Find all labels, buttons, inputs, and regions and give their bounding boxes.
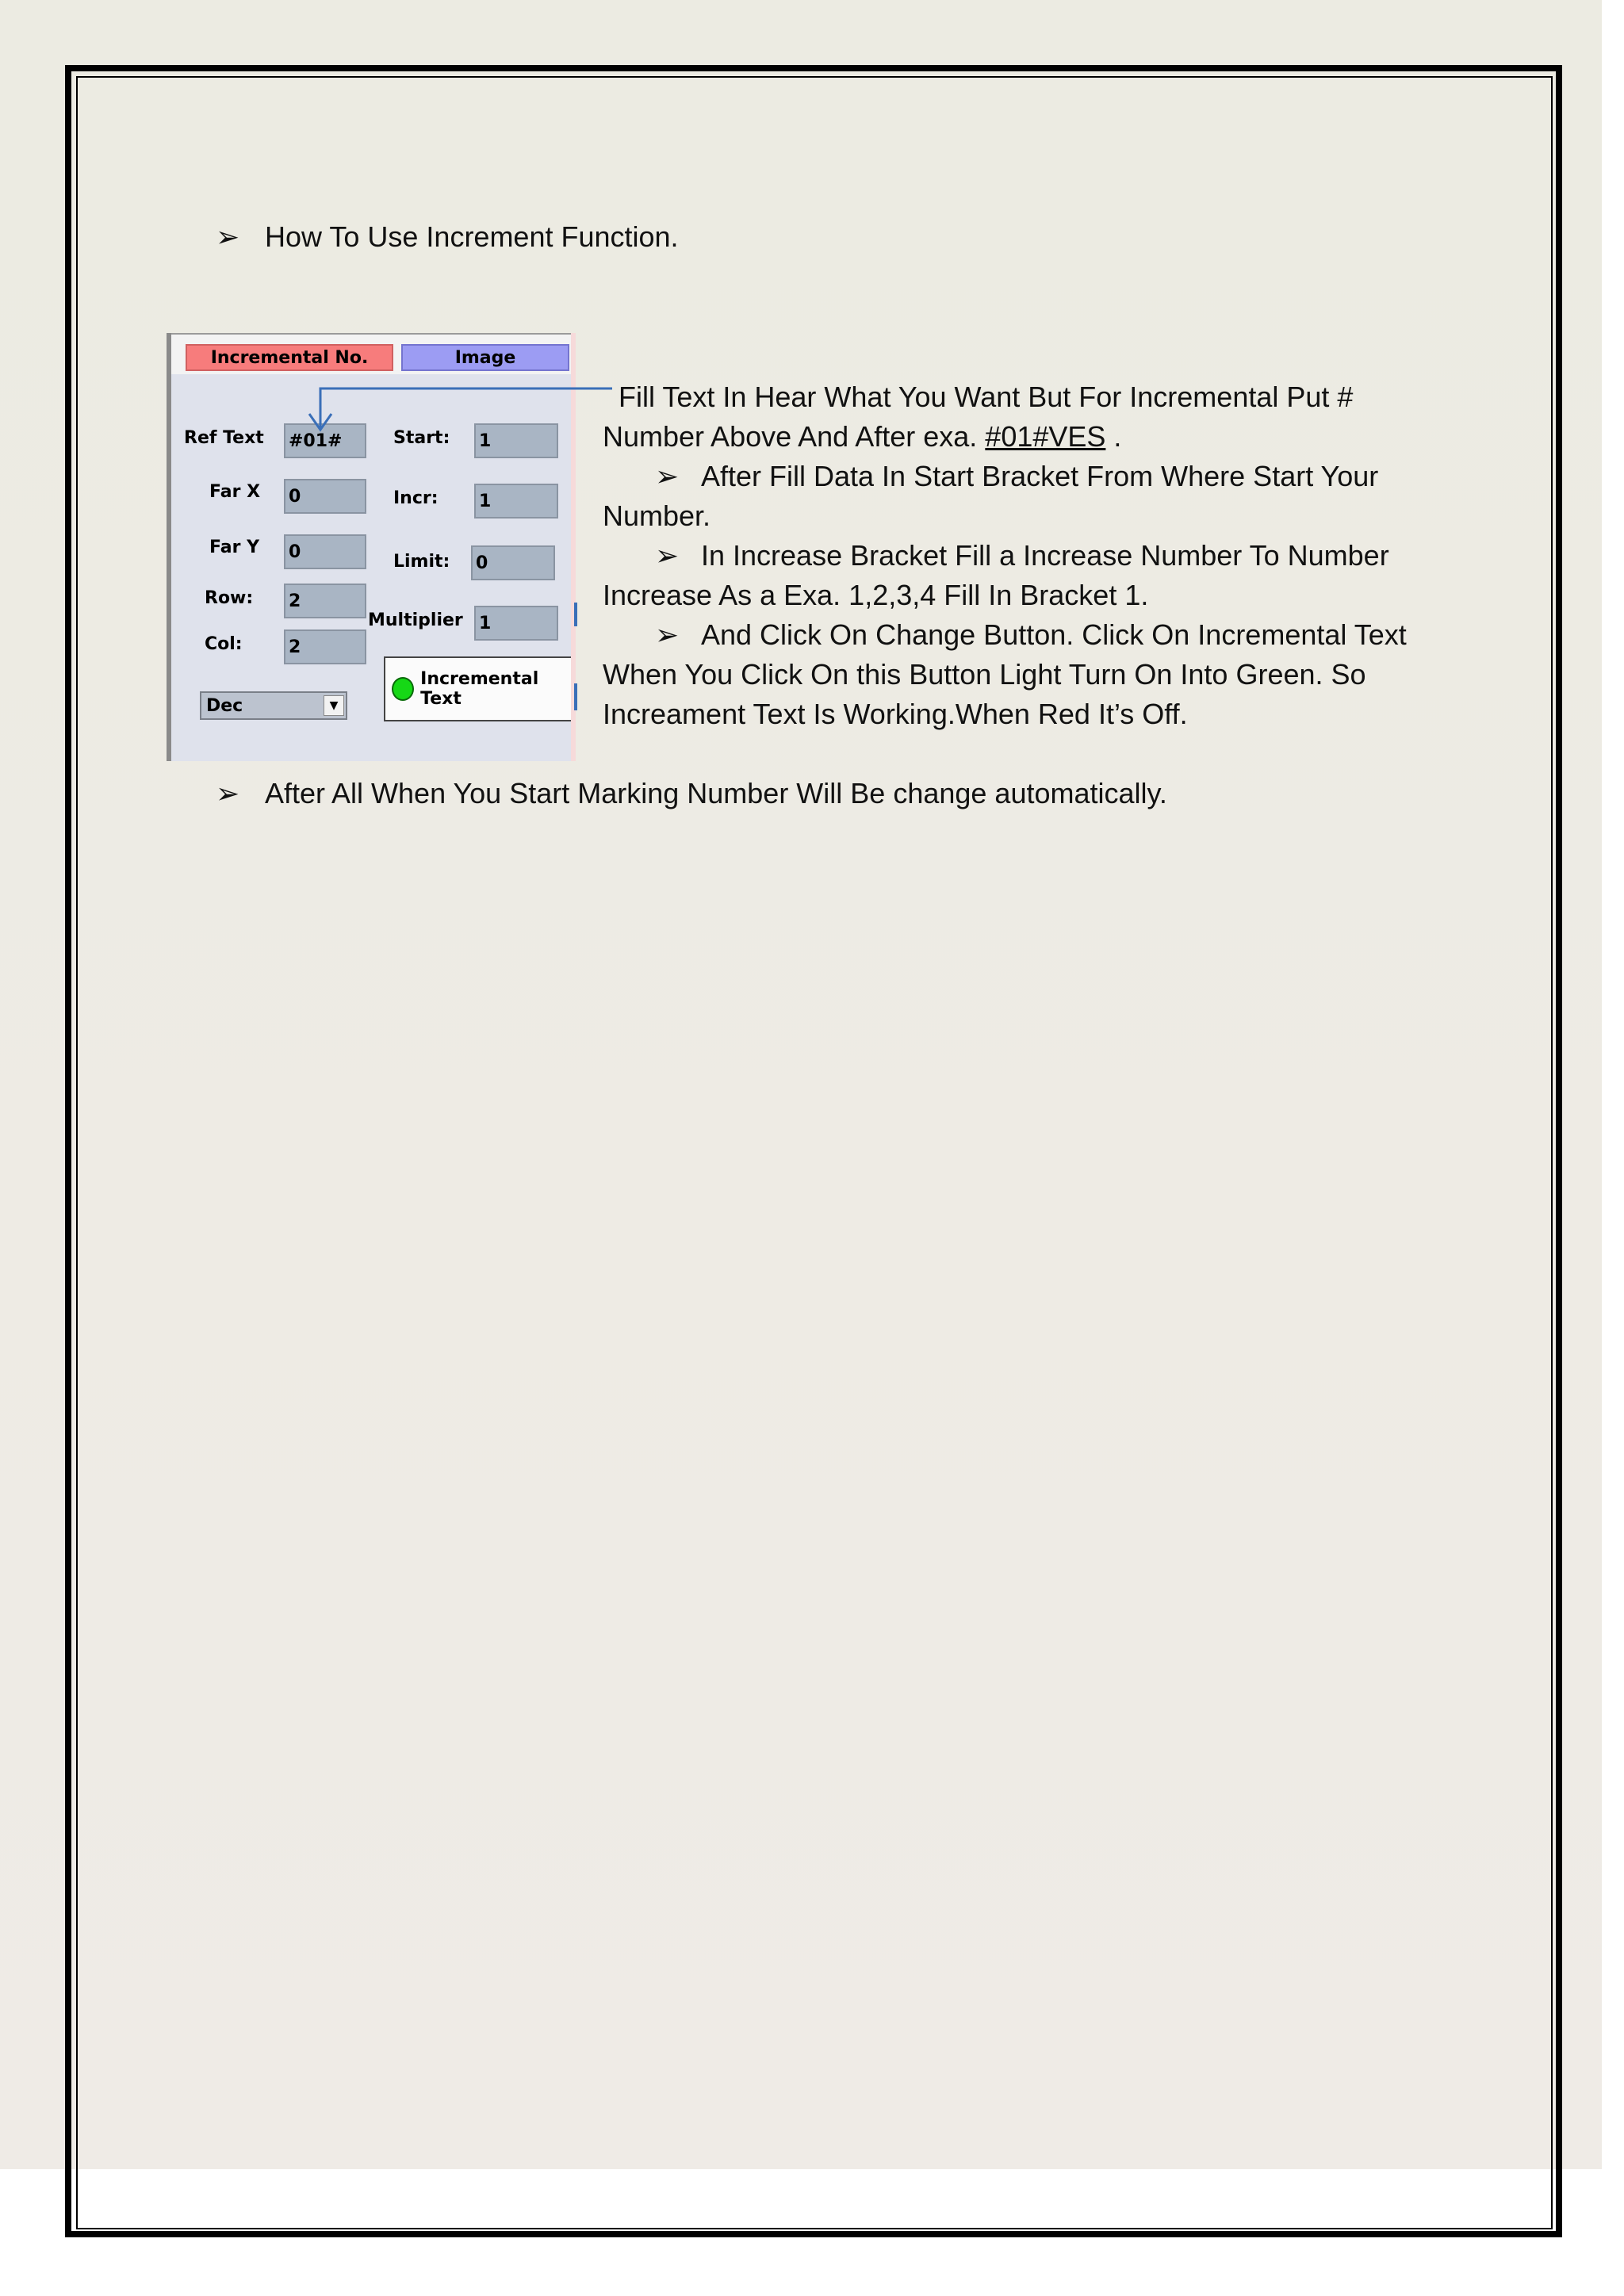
multiplier-label: Multiplier [368, 610, 463, 630]
instruction-line-2-text: Number Above And After exa. [603, 420, 986, 453]
far-x-input[interactable]: 0 [284, 479, 366, 514]
instruction-line-2 [603, 417, 1121, 457]
incremental-text-button-label: Incremental Text [420, 669, 539, 709]
limit-label: Limit: [393, 552, 450, 572]
example-link[interactable]: #01#VES [985, 420, 1106, 453]
footer-bullet-text: After All When You Start Marking Number Will Be change automatically. [265, 777, 1167, 809]
instruction-item-1 [655, 457, 1378, 496]
start-label: Start: [393, 428, 450, 448]
far-x-label: Far X [209, 482, 261, 502]
ref-text-input[interactable]: #01# [284, 423, 366, 458]
item-2-line-1: In Increase Bracket Fill a Increase Number To Number [701, 539, 1389, 572]
instruction-line-1: Fill Text In Hear What You Want But For Incremental Put # [619, 381, 1354, 413]
item-1-line-1: After Fill Data In Start Bracket From Where Start Your [701, 460, 1379, 492]
arrow-bullet-icon: ➢ [655, 618, 680, 651]
item-3-line-1: And Click On Change Button. Click On Incremental Text [701, 618, 1407, 651]
arrow-bullet-icon: ➢ [655, 460, 680, 492]
item-3-line-2: When You Click On this Button Light Turn On Into Green. So [603, 658, 1366, 691]
row-label: Row: [205, 588, 254, 608]
start-input[interactable]: 1 [474, 423, 558, 458]
item-2-line-2: Increase As a Exa. 1,2,3,4 Fill In Bracket 1. [603, 579, 1149, 611]
footer-bullet [216, 774, 1167, 813]
instruction-item-3 [655, 615, 1407, 655]
incr-input[interactable]: 1 [474, 484, 558, 519]
chevron-down-icon[interactable]: ▼ [324, 695, 344, 716]
arrow-bullet-icon: ➢ [655, 539, 680, 572]
instruction-item-2 [655, 536, 1389, 576]
number-format-value: Dec [206, 695, 243, 716]
ref-text-label: Ref Text [184, 428, 264, 448]
col-label: Col: [205, 634, 243, 654]
col-input[interactable]: 2 [284, 629, 366, 664]
incr-label: Incr: [393, 488, 439, 508]
row-input[interactable]: 2 [284, 584, 366, 618]
far-y-label: Far Y [209, 538, 260, 557]
tab-image[interactable]: Image [401, 344, 569, 371]
arrow-bullet-icon: ➢ [216, 220, 240, 253]
tab-incremental-no[interactable]: Incremental No. [186, 344, 393, 371]
instruction-line-2-end: . [1105, 420, 1122, 453]
far-y-input[interactable]: 0 [284, 534, 366, 569]
heading-text: How To Use Increment Function. [265, 220, 679, 253]
item-1-line-2: Number. [603, 499, 711, 532]
limit-input[interactable]: 0 [471, 545, 555, 580]
item-3-line-3: Increament Text Is Working.When Red It’s Off. [603, 698, 1188, 730]
arrow-bullet-icon: ➢ [216, 777, 240, 809]
multiplier-input[interactable]: 1 [474, 606, 558, 641]
